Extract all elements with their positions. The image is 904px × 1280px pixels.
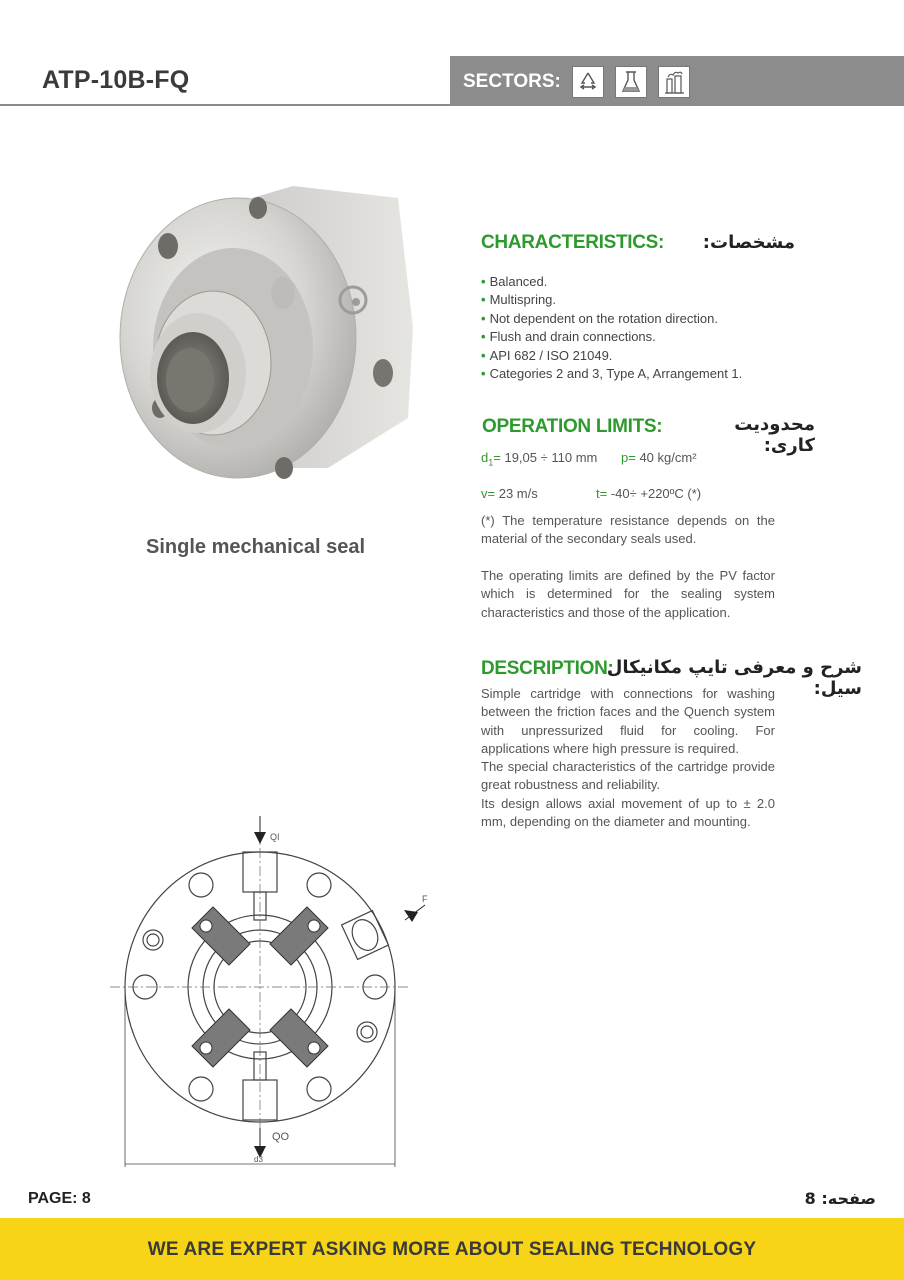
- t-limit: [596, 485, 701, 503]
- industrial-plant-icon: [658, 66, 690, 98]
- list-item: • Balanced.: [481, 273, 781, 291]
- sectors-label: SECTORS:: [463, 71, 561, 92]
- footer-slogan: WE ARE EXPERT ASKING MORE ABOUT SEALING TECHNOLOGY: [147, 1239, 757, 1260]
- operation-limits-heading-fa: محدودیت کاری:: [734, 414, 815, 456]
- t-label: t=: [596, 486, 608, 501]
- d1-value: 19,05 ÷ 110 mm: [504, 450, 598, 465]
- qo-label: QO: [272, 1131, 290, 1143]
- page-number: PAGE: 8: [28, 1190, 91, 1207]
- seal-technical-drawing: [100, 810, 440, 1170]
- header-divider: [0, 104, 452, 106]
- t-value: -40÷ +220ºC (*): [610, 486, 702, 501]
- operation-limits-heading: OPERATION LIMITS:: [482, 416, 663, 437]
- characteristics-list: [481, 273, 781, 383]
- chemical-flask-icon: [615, 66, 647, 98]
- temperature-note: (*) The temperature resistance depends on the material of the secondary seals used.: [481, 513, 775, 547]
- page-number-fa: صفحه: 8: [804, 1189, 876, 1208]
- qi-label: QI: [270, 832, 280, 842]
- p-value: 40 kg/cm²: [639, 450, 697, 465]
- d1-subscript: 1: [488, 457, 494, 468]
- d1-equals: =: [493, 450, 501, 465]
- f-label: F: [422, 894, 428, 904]
- d3-label: d3: [254, 1155, 263, 1164]
- description-heading: DESCRIPTION:: [481, 658, 614, 679]
- d1-limit: [481, 449, 597, 472]
- characteristics-heading-fa: مشخصات:: [702, 232, 795, 253]
- page-title: ATP-10B-FQ: [42, 66, 190, 94]
- description-paragraph: The special characteristics of the cartridge provide great robustness and reliability.: [481, 759, 775, 793]
- p-limit: [621, 449, 697, 467]
- v-value: 23 m/s: [498, 486, 538, 501]
- characteristics-heading: CHARACTERISTICS:: [481, 232, 665, 253]
- list-item: • Not dependent on the rotation direction.: [481, 310, 781, 328]
- v-limit: [481, 485, 538, 503]
- d1-label: d: [481, 450, 489, 465]
- list-item: • API 682 / ISO 21049.: [481, 347, 781, 365]
- list-item: • Flush and drain connections.: [481, 328, 781, 346]
- v-label: v=: [481, 486, 496, 501]
- product-caption: Single mechanical seal: [146, 536, 365, 558]
- description-body: [481, 685, 775, 831]
- description-heading-fa: شرح و معرفی تایپ مکانیکال سیل:: [606, 657, 862, 699]
- pv-note: The operating limits are defined by the PV factor which is determined for the sealing system characteristics and those of the application.: [481, 568, 775, 620]
- p-label: p=: [621, 450, 636, 465]
- list-item: • Categories 2 and 3, Type A, Arrangement 1.: [481, 365, 781, 383]
- seal-product-photo: [108, 168, 428, 528]
- description-paragraph: Simple cartridge with connections for washing between the friction faces and the Quench system with unpressurized fluid for cooling. For applications where high pressure is required.: [481, 686, 775, 756]
- list-item: • Multispring.: [481, 291, 781, 309]
- description-paragraph: Its design allows axial movement of up to ± 2.0 mm, depending on the diameter and mounting.: [481, 795, 775, 830]
- recycle-icon: [572, 66, 604, 98]
